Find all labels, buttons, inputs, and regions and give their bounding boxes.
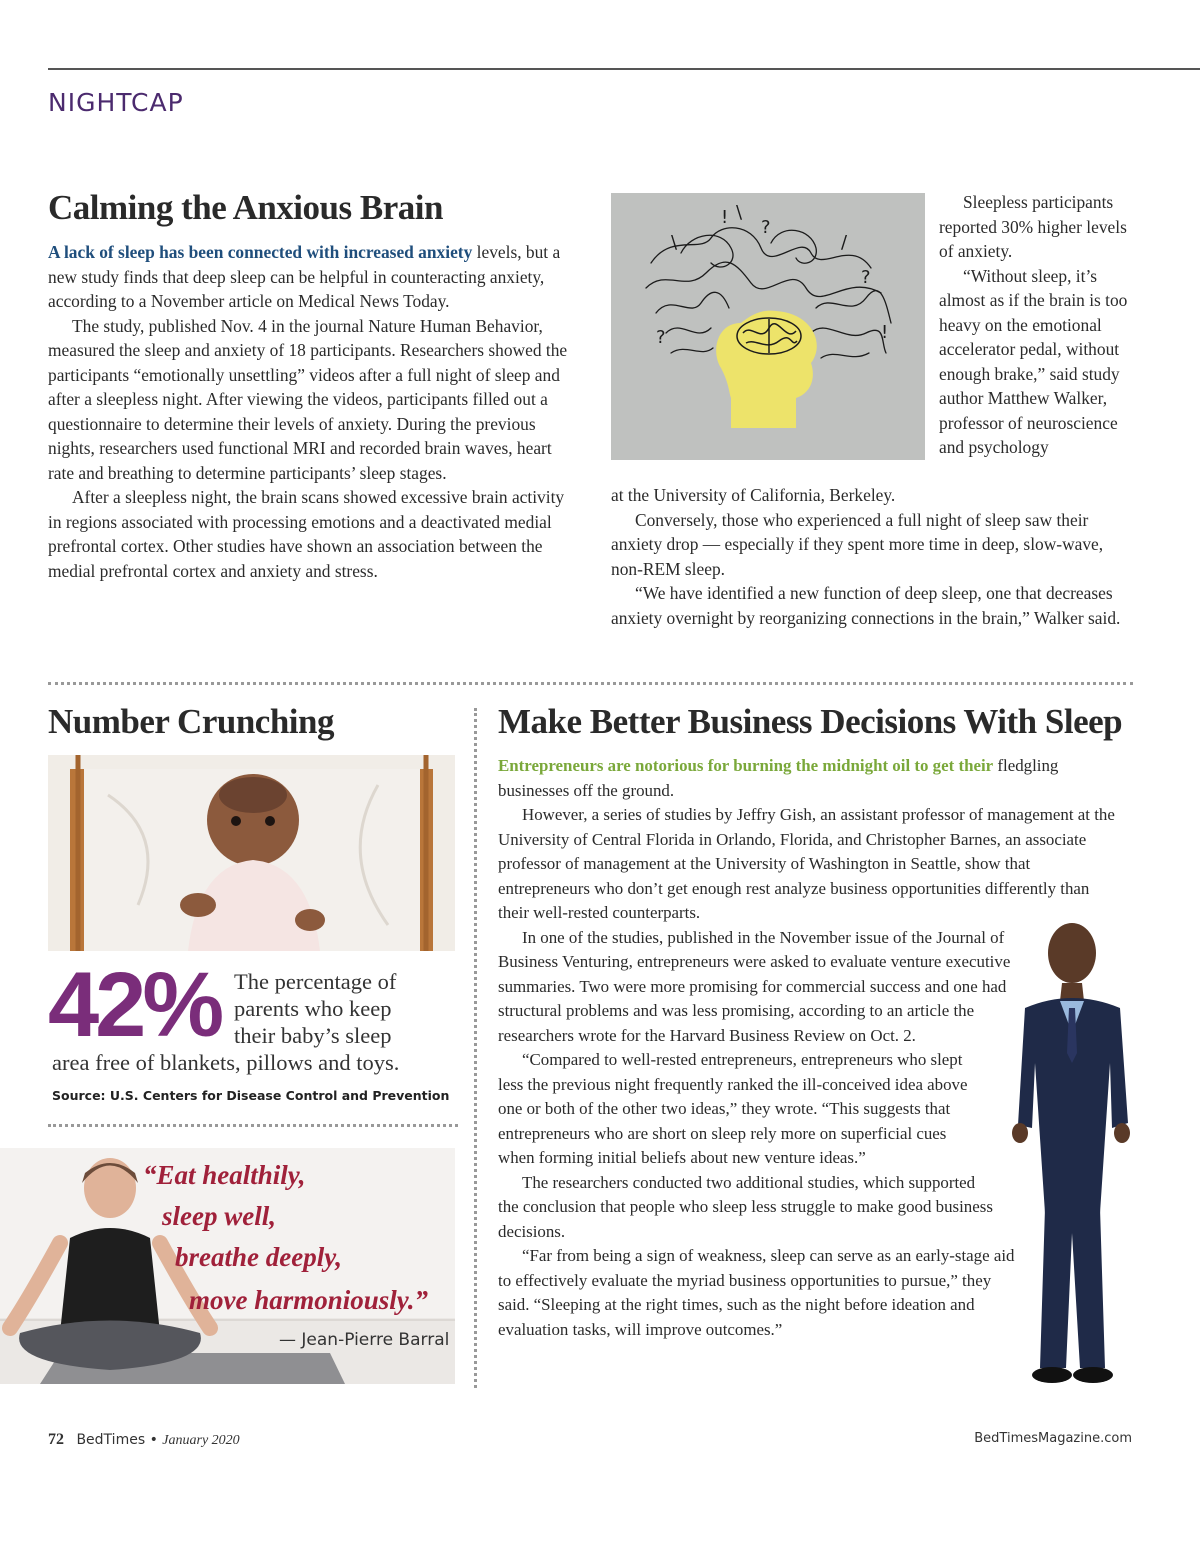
section-title: Number Crunching (48, 702, 334, 741)
quote-line: “Eat healthily, (143, 1160, 306, 1190)
article-text: fledgling businesses off the ground. (498, 756, 1059, 800)
svg-text:?: ? (656, 327, 666, 348)
article-paragraph: “We have identified a new function of deep sleep, one that decreases anxiety overnight by reorganizing connections in the brain,” Walker said. (611, 583, 1121, 628)
footer-left (48, 1431, 240, 1449)
svg-text:\: \ (671, 232, 678, 253)
stat-line: parents who keep (234, 996, 392, 1021)
article-paragraph: “Without sleep, it’s almost as if the brain is too heavy on the emotional accelerator pedal, without enough brake,” said study author Matthew Walker, professor of neuroscience and psychology (939, 265, 1128, 457)
stat-description (52, 968, 452, 1076)
dotted-divider (48, 1124, 458, 1127)
article-paragraph (48, 240, 573, 314)
article-paragraph: The study, published Nov. 4 in the journal Nature Human Behavior, measured the sleep and anxiety of 18 participants. Researchers showed the participants “emotionally unsettling” videos after a full night of sleep and after a sleepless night. After viewing the videos, participants filled out a questionnaire to determine their levels of anxiety. During the previous nights, researchers used functional MRI and recorded brain waves, heart rate and breathing to determine participants’ sleep stages. (48, 315, 568, 483)
issue-date: January 2020 (162, 1433, 240, 1448)
quote-line: move harmoniously.” (189, 1285, 429, 1315)
article-title: Make Better Business Decisions With Sleep (498, 702, 1123, 741)
article-paragraph (498, 754, 1118, 803)
stat-line: their baby’s sleep (234, 1023, 392, 1048)
stat-line: area free of blankets, pillows and toys. (52, 1050, 400, 1075)
article-right-column-bottom (611, 483, 1136, 630)
top-rule (48, 68, 1200, 70)
article-paragraph: In one of the studies, published in the November issue of the Journal of Business Venturing, entrepreneurs were asked to evaluate venture executive summaries. Two were more promising for commercial success and one had structural problems and was less promising, according to an article the researchers wrote for the Harvard Business Review on Oct. 2. (498, 927, 1011, 1045)
yellow-head-brain-illustration (611, 193, 925, 460)
stat-source: Source: U.S. Centers for Disease Control and Prevention (52, 1088, 450, 1103)
website-link[interactable]: BedTimesMagazine.com (974, 1431, 1132, 1446)
svg-text:!: ! (721, 207, 729, 228)
stat-value: 42% (48, 954, 221, 1056)
magazine-name: BedTimes (76, 1432, 146, 1448)
article-text: levels, but a new study finds that deep sleep can be helpful in counteracting anxiety, according to a November article on Medical News Today. (48, 242, 561, 311)
article-lead: A lack of sleep has been connected with increased anxiety (48, 242, 473, 262)
section-label: NIGHTCAP (48, 88, 184, 117)
businessman-photo (1000, 913, 1145, 1398)
dotted-column-divider (474, 708, 477, 1388)
svg-text:?: ? (861, 267, 871, 288)
article-paragraph: “Far from being a sign of weakness, sleep can serve as an early-stage aid to effectively evaluate the myriad business opportunities to pursue,” they said. “Sleeping at the right times, such as the night before ideation and evaluation tasks, will improve outcomes.” (498, 1246, 1015, 1339)
dotted-divider (48, 682, 1133, 685)
article-paragraph: However, a series of studies by Jeffry Gish, an assistant professor of management at the University of Central Florida in Orlando, Florida, and Christopher Barnes, an associate professor of management at the University of Washington in Seattle, show that entrepreneurs who don’t get enough rest analyze business opportunities differently than their well-rested counterparts. (498, 805, 1115, 922)
svg-text:\: \ (736, 202, 743, 223)
article-paragraph: Sleepless participants reported 30% higher levels of anxiety. (939, 192, 1127, 261)
svg-text:?: ? (761, 217, 771, 238)
page-number: 72 (48, 1431, 64, 1448)
baby-photo (48, 755, 455, 951)
footer-bullet: • (149, 1432, 158, 1448)
article-paragraph: “Compared to well-rested entrepreneurs, entrepreneurs who slept less the previous night frequently ranked the ill-conceived idea above one or both of the other two ideas,” they wrote. “This suggests that entrepreneurs who are short on sleep rely more on superficial cues when forming initial beliefs about new venture ideas.” (498, 1050, 968, 1167)
article-left-column (48, 240, 573, 583)
article-paragraph: at the University of California, Berkeley. (611, 485, 896, 505)
baby-in-crib-image (48, 755, 455, 951)
svg-text:/: / (841, 232, 848, 253)
stat-line: The percentage of (234, 969, 397, 994)
quote-attribution: — Jean-Pierre Barral (279, 1330, 450, 1350)
quote-line: breathe deeply, (175, 1242, 342, 1272)
article-lead: Entrepreneurs are notorious for burning the midnight oil to get their (498, 756, 994, 775)
svg-text:!: ! (881, 322, 889, 343)
article-right-column (939, 190, 1139, 460)
article-paragraph: Conversely, those who experienced a full night of sleep saw their anxiety drop — especially if they spent more time in deep, slow-wave, non-REM sleep. (611, 509, 1104, 579)
article-title: Calming the Anxious Brain (48, 188, 443, 227)
article-paragraph: After a sleepless night, the brain scans showed excessive brain activity in regions associated with processing emotions and a deactivated medial prefrontal cortex. Other studies have shown an association between the medial prefrontal cortex and anxiety and stress. (48, 487, 565, 581)
quote-line: sleep well, (162, 1201, 276, 1231)
anxious-brain-image (611, 193, 925, 460)
businessman-image (1000, 913, 1145, 1398)
article-paragraph: The researchers conducted two additional studies, which supported the conclusion that people who sleep less struggle to make good business decisions. (498, 1172, 993, 1241)
